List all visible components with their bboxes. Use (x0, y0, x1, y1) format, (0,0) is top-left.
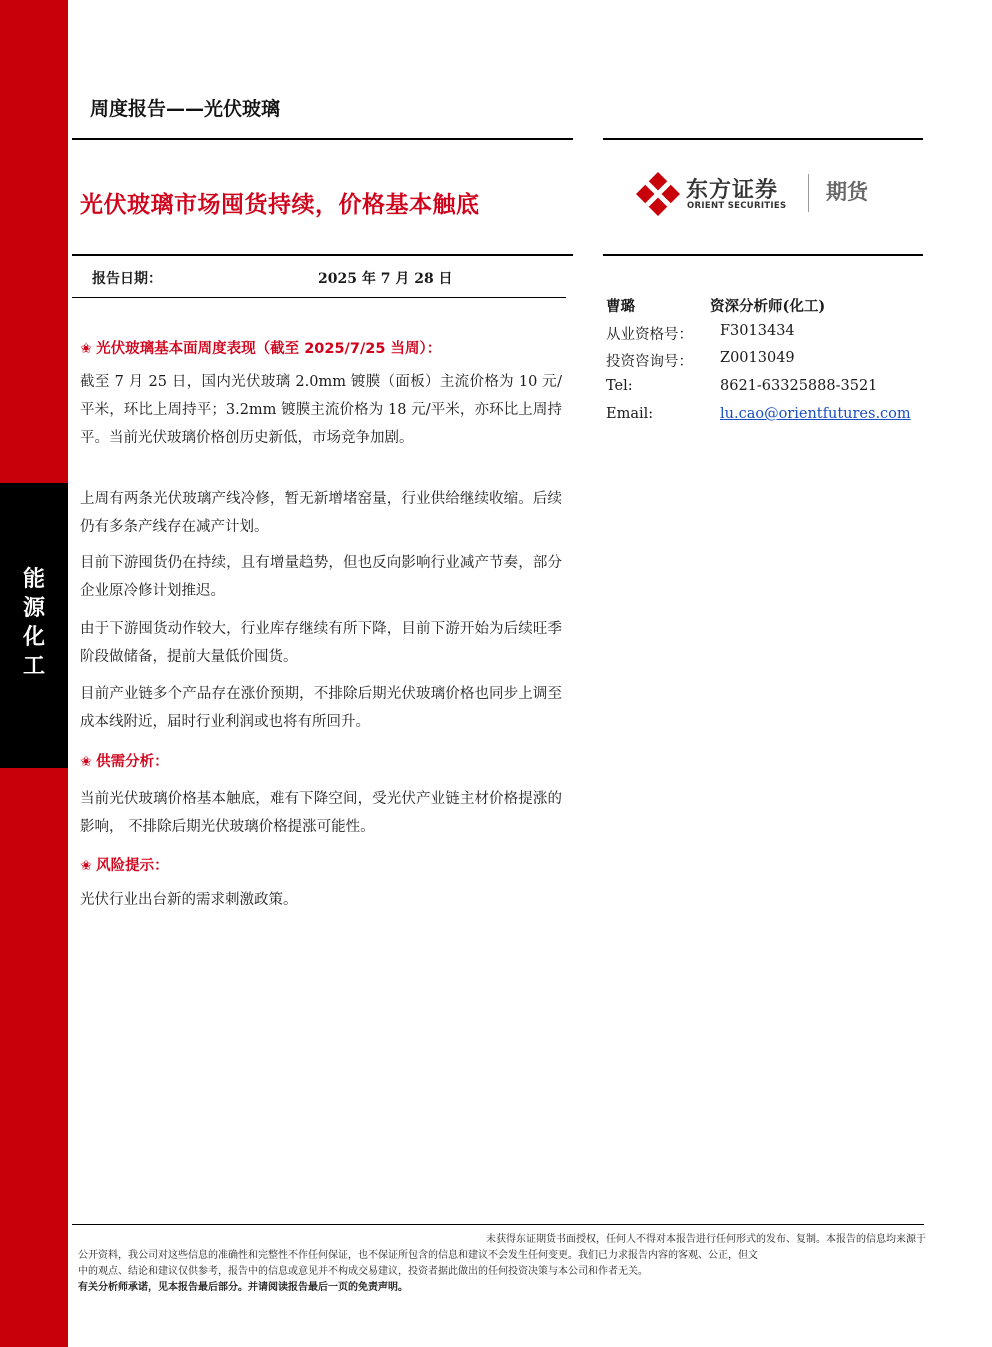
paragraph: 当前光伏玻璃价格基本触底，难有下降空间，受光伏产业链主材价格提涨的影响， 不排除后期光伏玻璃价格提涨可能性。 (80, 791, 562, 835)
brand-logo (636, 170, 896, 218)
logo-diamond-icon (636, 172, 680, 216)
email-link[interactable]: lu.cao@orientfutures.com (720, 406, 911, 422)
sector-char: 工 (22, 654, 45, 679)
brand-division: 期货 (826, 180, 868, 204)
report-type: 周度报告——光伏玻璃 (90, 98, 281, 120)
date-value: 2025 年 7 月 28 日 (318, 271, 453, 287)
brand-name-cn: 东方证券 (686, 178, 779, 203)
section-heading-text: 光伏玻璃基本面周度表现（截至 2025/7/25 当周）： (96, 341, 442, 357)
paragraph: 光伏行业出台新的需求刺激政策。 (80, 892, 298, 908)
footer-divider (72, 1224, 924, 1225)
paragraph: 目前下游囤货仍在持续，且有增量趋势，但也反向影响行业减产节奏，部分企业原冷修计划推迟。 (80, 555, 562, 599)
star-icon: ✬ (80, 341, 93, 357)
brand-name-en: ORIENT SECURITIES (687, 201, 787, 211)
disclaimer-line: 中的观点、结论和建议仅供参考，报告中的信息或意见并不构成交易建议，投资者据此做出的任何投资决策与本公司和作者无关。 (78, 1266, 648, 1277)
section-heading (80, 750, 169, 771)
analyst-name: 曹璐 (606, 298, 635, 315)
disclaimer-note: 有关分析师承诺，见本报告最后部分。并请阅读报告最后一页的免责声明。 (78, 1282, 408, 1293)
info-label: Tel: (606, 378, 633, 394)
report-title: 光伏玻璃市场囤货持续，价格基本触底 (80, 192, 480, 218)
divider (72, 297, 566, 298)
disclaimer-line: 未获得东证期货书面授权，任何人不得对本报告进行任何形式的发布、复制。本报告的信息均来源于 (486, 1234, 926, 1245)
info-value: Z0013049 (720, 350, 795, 366)
disclaimer-line: 公开资料，我公司对这些信息的准确性和完整性不作任何保证，也不保证所包含的信息和建议不会发生任何变更。我们已力求报告内容的客观、公正，但文 (78, 1250, 758, 1261)
section-heading-text: 供需分析： (96, 754, 169, 770)
info-label: 从业资格号： (606, 327, 693, 343)
paragraph: 由于下游囤货动作较大，行业库存继续有所下降，目前下游开始为后续旺季阶段做储备，提前大量低价囤货。 (80, 621, 562, 665)
divider (603, 254, 923, 256)
sector-char: 化 (22, 625, 45, 650)
sidebar-sector-label (0, 565, 68, 681)
info-value: F3013434 (720, 323, 795, 339)
section-heading-text: 风险提示： (96, 858, 169, 874)
section-heading (80, 854, 169, 875)
paragraph: 截至 7 月 25 日，国内光伏玻璃 2.0mm 镀膜（面板）主流价格为 10 元/平米，环比上周持平；3.2mm 镀膜主流价格为 18 元/平米，亦环比上周持平。当前光伏玻璃价格创历史新低，市场竞争加剧。 (80, 374, 562, 446)
paragraph: 上周有两条光伏玻璃产线冷修，暂无新增堵窑量，行业供给继续收缩。后续仍有多条产线存在减产计划。 (80, 491, 562, 535)
info-label: Email: (606, 406, 654, 422)
date-label: 报告日期： (92, 271, 162, 287)
star-icon: ✬ (80, 754, 93, 770)
analyst-title: 资深分析师(化工) (710, 298, 826, 315)
divider (603, 138, 923, 140)
sector-char: 源 (22, 596, 45, 621)
logo-separator (808, 174, 809, 212)
section-heading (80, 337, 441, 358)
paragraph: 目前产业链多个产品存在涨价预期，不排除后期光伏玻璃价格也同步上调至成本线附近，届时行业利润或也将有所回升。 (80, 686, 562, 730)
divider (72, 138, 573, 140)
info-label: 投资咨询号： (606, 354, 693, 370)
star-icon: ✬ (80, 858, 93, 874)
sector-char: 能 (22, 567, 45, 592)
divider (72, 254, 573, 256)
info-value: 8621-63325888-3521 (720, 378, 878, 394)
